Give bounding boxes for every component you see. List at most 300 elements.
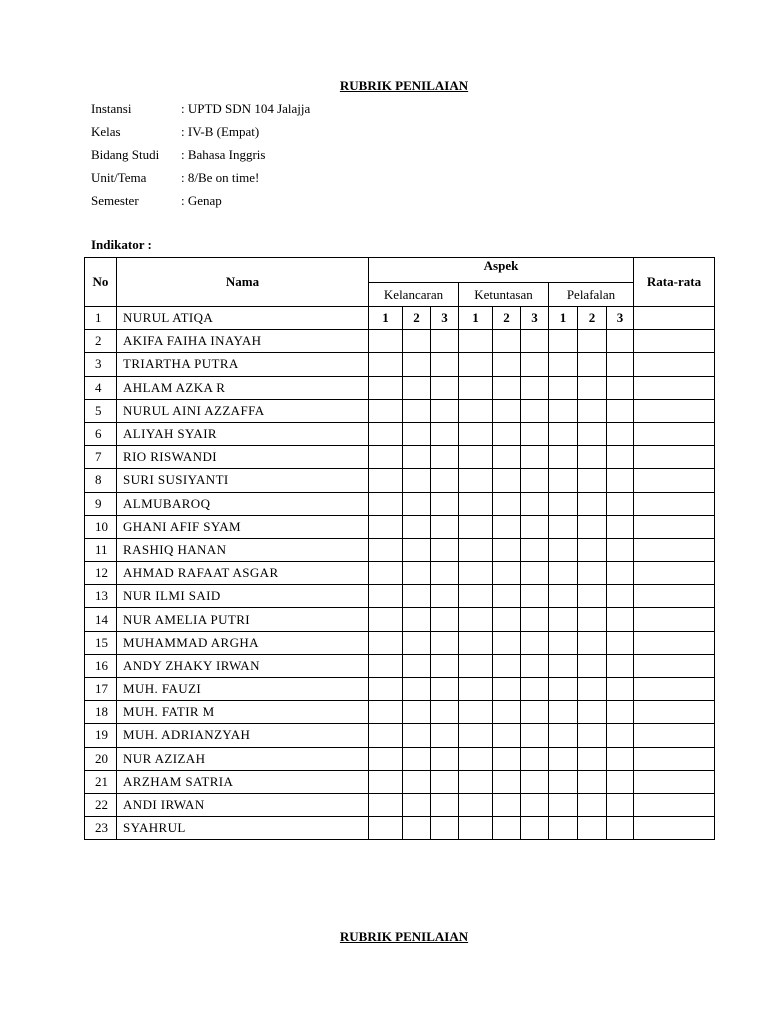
- student-number: 2: [85, 330, 117, 353]
- header-no: No: [85, 258, 117, 307]
- score-cell[interactable]: [521, 724, 549, 747]
- student-name: AHMAD RAFAAT ASGAR: [117, 562, 369, 585]
- score-cell[interactable]: [431, 631, 459, 654]
- table-row: [85, 770, 715, 793]
- student-number: 18: [85, 701, 117, 724]
- score-cell[interactable]: [549, 585, 578, 608]
- score-cell[interactable]: [521, 562, 549, 585]
- score-cell[interactable]: [431, 608, 459, 631]
- score-cell[interactable]: [493, 817, 521, 840]
- score-label[interactable]: 1: [459, 307, 493, 330]
- score-cell[interactable]: [521, 793, 549, 816]
- score-cell[interactable]: [493, 793, 521, 816]
- average-cell[interactable]: [634, 654, 715, 677]
- student-name: MUH. FATIR M: [117, 701, 369, 724]
- average-cell[interactable]: [634, 793, 715, 816]
- score-cell[interactable]: [403, 747, 431, 770]
- average-cell[interactable]: [634, 724, 715, 747]
- score-cell[interactable]: [369, 678, 403, 701]
- score-label[interactable]: 3: [431, 307, 459, 330]
- score-cell[interactable]: [369, 585, 403, 608]
- score-cell[interactable]: [549, 793, 578, 816]
- score-cell[interactable]: [578, 770, 607, 793]
- score-cell[interactable]: [607, 376, 634, 399]
- score-cell[interactable]: [578, 724, 607, 747]
- student-number: 3: [85, 353, 117, 376]
- score-cell[interactable]: [607, 654, 634, 677]
- score-cell[interactable]: [607, 515, 634, 538]
- score-cell[interactable]: [431, 353, 459, 376]
- student-number: 10: [85, 515, 117, 538]
- score-cell[interactable]: [459, 817, 493, 840]
- score-cell[interactable]: [459, 585, 493, 608]
- average-cell[interactable]: [634, 585, 715, 608]
- score-cell[interactable]: [403, 492, 431, 515]
- score-cell[interactable]: [403, 538, 431, 561]
- score-cell[interactable]: [493, 747, 521, 770]
- score-cell[interactable]: [578, 793, 607, 816]
- score-cell[interactable]: [369, 724, 403, 747]
- score-cell[interactable]: [521, 469, 549, 492]
- average-cell[interactable]: [634, 469, 715, 492]
- score-cell[interactable]: [431, 770, 459, 793]
- score-cell[interactable]: [549, 399, 578, 422]
- score-cell[interactable]: [521, 422, 549, 445]
- table-row: [85, 747, 715, 770]
- score-cell[interactable]: [403, 376, 431, 399]
- score-cell[interactable]: [549, 376, 578, 399]
- score-cell[interactable]: [431, 585, 459, 608]
- score-cell[interactable]: [607, 747, 634, 770]
- score-cell[interactable]: [578, 469, 607, 492]
- score-cell[interactable]: [607, 399, 634, 422]
- score-cell[interactable]: [459, 770, 493, 793]
- score-label[interactable]: 3: [607, 307, 634, 330]
- score-cell[interactable]: [607, 793, 634, 816]
- score-cell[interactable]: [431, 562, 459, 585]
- score-cell[interactable]: [493, 770, 521, 793]
- score-cell[interactable]: [431, 747, 459, 770]
- info-value: : Genap: [181, 193, 222, 208]
- score-cell[interactable]: [578, 515, 607, 538]
- score-cell[interactable]: [607, 770, 634, 793]
- score-cell[interactable]: [369, 422, 403, 445]
- score-cell[interactable]: [607, 608, 634, 631]
- score-cell[interactable]: [521, 399, 549, 422]
- score-cell[interactable]: [578, 422, 607, 445]
- score-cell[interactable]: [578, 538, 607, 561]
- score-cell[interactable]: [459, 654, 493, 677]
- info-block: [91, 100, 310, 215]
- table-row: [85, 353, 715, 376]
- score-cell[interactable]: [578, 492, 607, 515]
- score-cell[interactable]: [403, 469, 431, 492]
- score-cell[interactable]: [403, 353, 431, 376]
- student-name: NURUL AINI AZZAFFA: [117, 399, 369, 422]
- score-cell[interactable]: [549, 469, 578, 492]
- score-cell[interactable]: [459, 515, 493, 538]
- score-cell[interactable]: [369, 446, 403, 469]
- score-cell[interactable]: [369, 631, 403, 654]
- score-cell[interactable]: [459, 376, 493, 399]
- student-name: NUR AMELIA PUTRI: [117, 608, 369, 631]
- average-cell[interactable]: [634, 515, 715, 538]
- table-row: [85, 469, 715, 492]
- student-number: 7: [85, 446, 117, 469]
- score-cell[interactable]: [493, 678, 521, 701]
- score-cell[interactable]: [578, 701, 607, 724]
- score-cell[interactable]: [369, 376, 403, 399]
- student-number: 22: [85, 793, 117, 816]
- info-label: Kelas: [91, 124, 121, 139]
- student-number: 6: [85, 422, 117, 445]
- header-ketuntasan: Ketuntasan: [459, 283, 549, 307]
- score-cell[interactable]: [607, 538, 634, 561]
- score-cell[interactable]: [459, 747, 493, 770]
- score-cell[interactable]: [578, 330, 607, 353]
- score-cell[interactable]: [431, 330, 459, 353]
- average-cell[interactable]: [634, 817, 715, 840]
- score-cell[interactable]: [369, 793, 403, 816]
- score-cell[interactable]: [459, 701, 493, 724]
- score-cell[interactable]: [521, 353, 549, 376]
- score-cell[interactable]: [521, 330, 549, 353]
- score-cell[interactable]: [578, 817, 607, 840]
- table-row: [85, 631, 715, 654]
- score-cell[interactable]: [521, 538, 549, 561]
- score-cell[interactable]: [493, 654, 521, 677]
- score-cell[interactable]: [493, 330, 521, 353]
- score-cell[interactable]: [578, 678, 607, 701]
- score-cell[interactable]: [459, 353, 493, 376]
- score-cell[interactable]: [403, 562, 431, 585]
- score-cell[interactable]: [493, 585, 521, 608]
- score-cell[interactable]: [607, 353, 634, 376]
- score-cell[interactable]: [521, 492, 549, 515]
- score-cell[interactable]: [459, 330, 493, 353]
- score-cell[interactable]: [431, 724, 459, 747]
- score-cell[interactable]: [607, 446, 634, 469]
- score-cell[interactable]: [403, 701, 431, 724]
- score-cell[interactable]: [431, 399, 459, 422]
- student-number: 12: [85, 562, 117, 585]
- score-cell[interactable]: [403, 585, 431, 608]
- score-cell[interactable]: [578, 353, 607, 376]
- page-title-bottom: RUBRIK PENILAIAN: [339, 929, 469, 944]
- score-cell[interactable]: [369, 492, 403, 515]
- average-cell[interactable]: [634, 422, 715, 445]
- score-cell[interactable]: [549, 515, 578, 538]
- average-cell[interactable]: [634, 747, 715, 770]
- score-cell[interactable]: [607, 562, 634, 585]
- score-cell[interactable]: [459, 631, 493, 654]
- average-cell[interactable]: [634, 678, 715, 701]
- score-cell[interactable]: [369, 817, 403, 840]
- score-cell[interactable]: [607, 817, 634, 840]
- header-kelancaran: Kelancaran: [369, 283, 459, 307]
- score-cell[interactable]: [493, 608, 521, 631]
- score-cell[interactable]: [578, 654, 607, 677]
- score-cell[interactable]: [459, 446, 493, 469]
- table-row: [85, 446, 715, 469]
- average-cell[interactable]: [634, 631, 715, 654]
- score-cell[interactable]: [403, 515, 431, 538]
- score-cell[interactable]: [521, 515, 549, 538]
- score-cell[interactable]: [607, 492, 634, 515]
- student-number: 21: [85, 770, 117, 793]
- score-label[interactable]: 2: [403, 307, 431, 330]
- score-label[interactable]: 1: [549, 307, 578, 330]
- info-row-kelas: [91, 123, 310, 146]
- score-cell[interactable]: [607, 678, 634, 701]
- average-cell[interactable]: [634, 770, 715, 793]
- student-name: ALIYAH SYAIR: [117, 422, 369, 445]
- score-cell[interactable]: [431, 492, 459, 515]
- info-label: Unit/Tema: [91, 170, 147, 185]
- score-cell[interactable]: [521, 631, 549, 654]
- score-cell[interactable]: [549, 492, 578, 515]
- student-name: SURI SUSIYANTI: [117, 469, 369, 492]
- score-cell[interactable]: [431, 422, 459, 445]
- score-cell[interactable]: [549, 353, 578, 376]
- student-number: 16: [85, 654, 117, 677]
- score-cell[interactable]: [578, 747, 607, 770]
- score-cell[interactable]: [431, 515, 459, 538]
- score-cell[interactable]: [493, 562, 521, 585]
- indikator-label: Indikator :: [91, 237, 152, 252]
- student-number: 15: [85, 631, 117, 654]
- header-pelafalan: Pelafalan: [549, 283, 634, 307]
- score-cell[interactable]: [431, 701, 459, 724]
- score-cell[interactable]: [403, 330, 431, 353]
- score-cell[interactable]: [607, 330, 634, 353]
- info-row-instansi: [91, 100, 310, 123]
- table-row: [85, 793, 715, 816]
- average-cell[interactable]: [634, 376, 715, 399]
- score-cell[interactable]: [403, 817, 431, 840]
- score-cell[interactable]: [369, 538, 403, 561]
- score-cell[interactable]: [493, 469, 521, 492]
- score-cell[interactable]: [431, 654, 459, 677]
- info-label: Semester: [91, 193, 139, 208]
- average-cell[interactable]: [634, 562, 715, 585]
- average-cell[interactable]: [634, 307, 715, 330]
- score-cell[interactable]: [549, 724, 578, 747]
- score-cell[interactable]: [369, 515, 403, 538]
- score-cell[interactable]: [459, 538, 493, 561]
- score-cell[interactable]: [578, 631, 607, 654]
- student-number: 23: [85, 817, 117, 840]
- score-cell[interactable]: [459, 562, 493, 585]
- score-cell[interactable]: [369, 654, 403, 677]
- score-cell[interactable]: [607, 469, 634, 492]
- score-cell[interactable]: [431, 469, 459, 492]
- score-cell[interactable]: [521, 608, 549, 631]
- student-name: NUR AZIZAH: [117, 747, 369, 770]
- score-cell[interactable]: [459, 724, 493, 747]
- score-label[interactable]: 2: [493, 307, 521, 330]
- table-row: [85, 538, 715, 561]
- score-cell[interactable]: [493, 515, 521, 538]
- score-cell[interactable]: [431, 678, 459, 701]
- score-cell[interactable]: [549, 538, 578, 561]
- score-cell[interactable]: [493, 446, 521, 469]
- student-number: 19: [85, 724, 117, 747]
- average-cell[interactable]: [634, 330, 715, 353]
- score-cell[interactable]: [403, 399, 431, 422]
- info-label: Instansi: [91, 101, 132, 116]
- score-cell[interactable]: [521, 747, 549, 770]
- student-number: 1: [85, 307, 117, 330]
- score-cell[interactable]: [403, 793, 431, 816]
- score-cell[interactable]: [459, 678, 493, 701]
- average-cell[interactable]: [634, 353, 715, 376]
- student-name: ARZHAM SATRIA: [117, 770, 369, 793]
- student-number: 4: [85, 376, 117, 399]
- score-cell[interactable]: [459, 793, 493, 816]
- table-row: [85, 399, 715, 422]
- average-cell[interactable]: [634, 701, 715, 724]
- score-cell[interactable]: [403, 631, 431, 654]
- student-name: ANDY ZHAKY IRWAN: [117, 654, 369, 677]
- score-cell[interactable]: [369, 608, 403, 631]
- score-cell[interactable]: [578, 399, 607, 422]
- score-cell[interactable]: [607, 631, 634, 654]
- average-cell[interactable]: [634, 492, 715, 515]
- score-cell[interactable]: [578, 608, 607, 631]
- score-cell[interactable]: [493, 538, 521, 561]
- score-cell[interactable]: [521, 376, 549, 399]
- score-cell[interactable]: [459, 492, 493, 515]
- score-cell[interactable]: [549, 678, 578, 701]
- score-cell[interactable]: [431, 793, 459, 816]
- score-cell[interactable]: [369, 399, 403, 422]
- score-cell[interactable]: [403, 608, 431, 631]
- score-cell[interactable]: [578, 376, 607, 399]
- score-cell[interactable]: [493, 724, 521, 747]
- info-value: : 8/Be on time!: [181, 170, 260, 185]
- score-cell[interactable]: [549, 654, 578, 677]
- score-cell[interactable]: [369, 353, 403, 376]
- info-value: : IV-B (Empat): [181, 124, 260, 139]
- student-number: 17: [85, 678, 117, 701]
- score-cell[interactable]: [459, 469, 493, 492]
- score-cell[interactable]: [607, 585, 634, 608]
- average-cell[interactable]: [634, 608, 715, 631]
- score-cell[interactable]: [493, 422, 521, 445]
- score-cell[interactable]: [403, 770, 431, 793]
- score-cell[interactable]: [403, 446, 431, 469]
- student-name: SYAHRUL: [117, 817, 369, 840]
- table-row: [85, 678, 715, 701]
- score-cell[interactable]: [459, 399, 493, 422]
- score-cell[interactable]: [369, 701, 403, 724]
- score-cell[interactable]: [459, 422, 493, 445]
- header-aspek: Aspek: [369, 258, 634, 283]
- score-cell[interactable]: [459, 608, 493, 631]
- score-cell[interactable]: [493, 353, 521, 376]
- score-label[interactable]: 1: [369, 307, 403, 330]
- score-cell[interactable]: [403, 654, 431, 677]
- score-cell[interactable]: [521, 678, 549, 701]
- score-cell[interactable]: [549, 446, 578, 469]
- info-row-bidang-studi: [91, 146, 310, 169]
- score-cell[interactable]: [431, 538, 459, 561]
- student-name: TRIARTHA PUTRA: [117, 353, 369, 376]
- score-cell[interactable]: [521, 701, 549, 724]
- score-label[interactable]: 2: [578, 307, 607, 330]
- score-cell[interactable]: [493, 376, 521, 399]
- student-name: RASHIQ HANAN: [117, 538, 369, 561]
- score-cell[interactable]: [549, 330, 578, 353]
- info-label: Bidang Studi: [91, 147, 160, 162]
- score-cell[interactable]: [493, 701, 521, 724]
- score-cell[interactable]: [549, 747, 578, 770]
- score-cell[interactable]: [549, 422, 578, 445]
- score-cell[interactable]: [521, 817, 549, 840]
- score-cell[interactable]: [493, 399, 521, 422]
- score-cell[interactable]: [493, 492, 521, 515]
- score-label[interactable]: 3: [521, 307, 549, 330]
- score-cell[interactable]: [549, 562, 578, 585]
- score-cell[interactable]: [369, 330, 403, 353]
- table-row: [85, 422, 715, 445]
- page-title: RUBRIK PENILAIAN: [339, 78, 469, 93]
- score-cell[interactable]: [369, 747, 403, 770]
- average-cell[interactable]: [634, 399, 715, 422]
- score-cell[interactable]: [369, 770, 403, 793]
- score-cell[interactable]: [549, 817, 578, 840]
- score-cell[interactable]: [521, 585, 549, 608]
- score-cell[interactable]: [521, 654, 549, 677]
- average-cell[interactable]: [634, 446, 715, 469]
- info-value: : Bahasa Inggris: [181, 147, 266, 162]
- score-cell[interactable]: [369, 562, 403, 585]
- score-cell[interactable]: [549, 608, 578, 631]
- score-cell[interactable]: [521, 446, 549, 469]
- header-nama: Nama: [117, 258, 369, 307]
- score-cell[interactable]: [549, 770, 578, 793]
- score-cell[interactable]: [403, 678, 431, 701]
- average-cell[interactable]: [634, 538, 715, 561]
- student-number: 9: [85, 492, 117, 515]
- table-row: [85, 307, 715, 330]
- score-cell[interactable]: [369, 469, 403, 492]
- score-cell[interactable]: [549, 701, 578, 724]
- score-cell[interactable]: [431, 446, 459, 469]
- score-cell[interactable]: [607, 701, 634, 724]
- student-number: 20: [85, 747, 117, 770]
- score-cell[interactable]: [578, 446, 607, 469]
- score-cell[interactable]: [549, 631, 578, 654]
- student-name: GHANI AFIF SYAM: [117, 515, 369, 538]
- table-row: [85, 492, 715, 515]
- score-cell[interactable]: [403, 724, 431, 747]
- score-cell[interactable]: [607, 724, 634, 747]
- score-cell[interactable]: [403, 422, 431, 445]
- student-name: NUR ILMI SAID: [117, 585, 369, 608]
- score-cell[interactable]: [607, 422, 634, 445]
- score-cell[interactable]: [431, 817, 459, 840]
- score-cell[interactable]: [431, 376, 459, 399]
- student-name: NURUL ATIQA: [117, 307, 369, 330]
- score-cell[interactable]: [493, 631, 521, 654]
- score-cell[interactable]: [578, 585, 607, 608]
- rubric-body: [85, 307, 715, 840]
- info-value: : UPTD SDN 104 Jalajja: [181, 101, 311, 116]
- score-cell[interactable]: [578, 562, 607, 585]
- score-cell[interactable]: [521, 770, 549, 793]
